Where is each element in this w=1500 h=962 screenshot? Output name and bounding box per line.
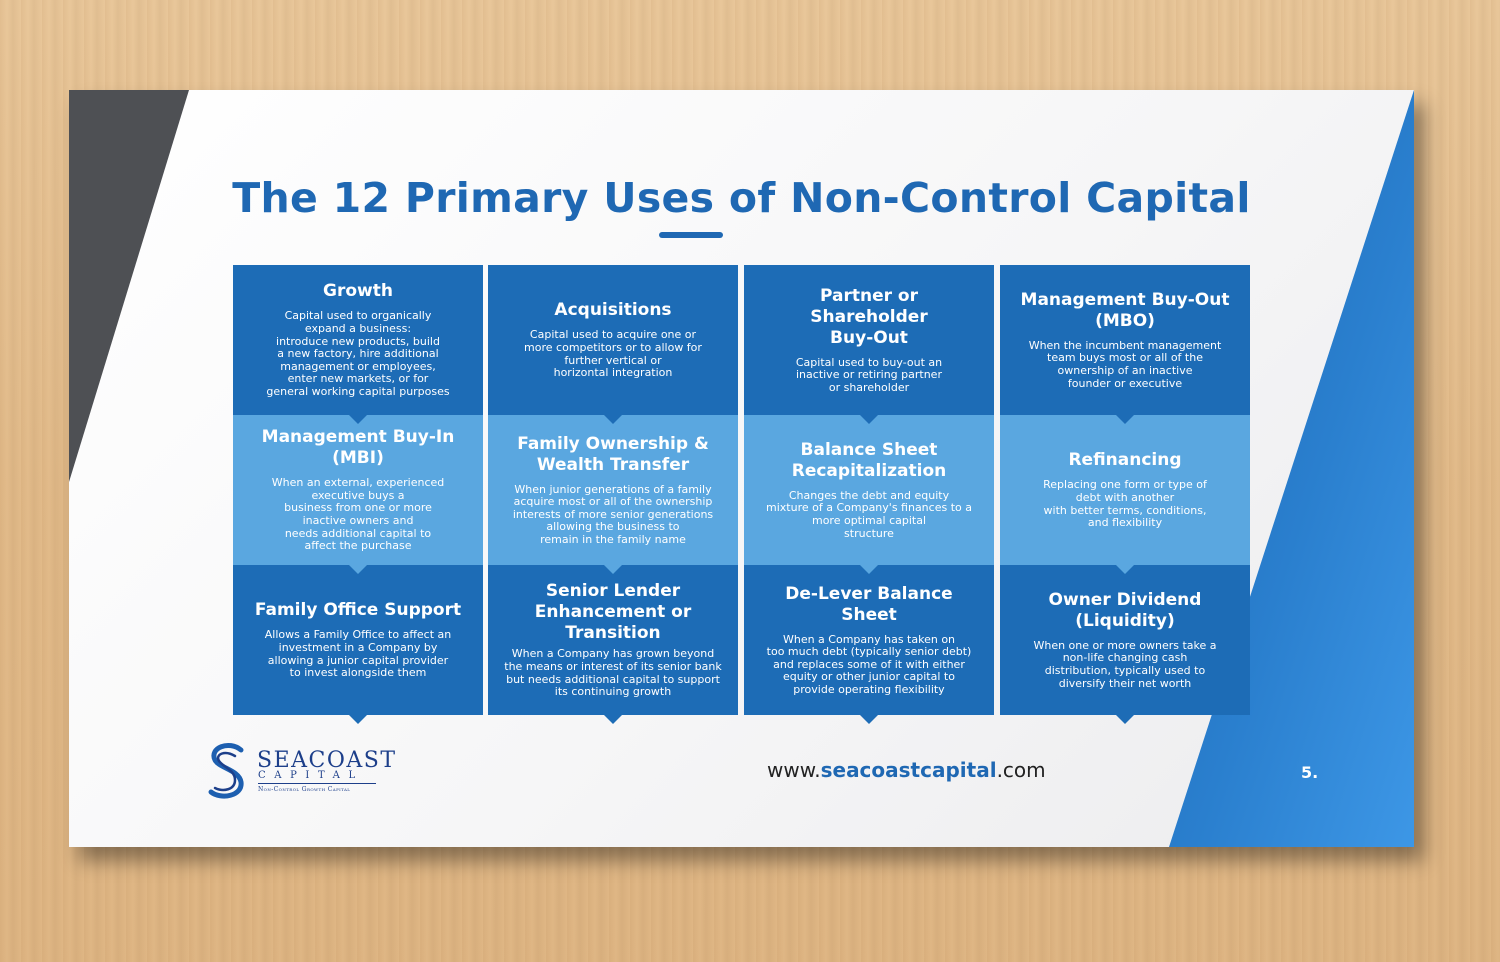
use-card-owner-dividend — [1000, 565, 1250, 715]
card-title: De-Lever Balance Sheet — [785, 583, 953, 625]
logo-rule — [258, 783, 376, 784]
card-title: Acquisitions — [554, 300, 672, 321]
logo-subtitle: CAPITAL — [258, 770, 364, 781]
card-description: Replacing one form or type of debt with another with better terms, conditions, and flexibility — [1043, 478, 1207, 530]
card-title: Owner Dividend (Liquidity) — [1048, 589, 1202, 631]
uses-grid — [233, 265, 1250, 715]
card-description: Capital used to organically expand a business: introduce new products, build a new factory, hire additional management or employees, enter new markets, or for general working capital purposes — [266, 309, 450, 398]
card-description: When one or more owners take a non-life changing cash distribution, typically used to diversify their net worth — [1033, 638, 1217, 690]
card-description: Capital used to buy-out an inactive or retiring partner or shareholder — [795, 355, 943, 394]
use-card-management-buyout — [1000, 265, 1250, 415]
card-title: Family Office Support — [254, 600, 462, 621]
use-card-management-buyin — [233, 415, 483, 565]
use-card-family-office — [233, 565, 483, 715]
card-title: Partner or Shareholder Buy-Out — [810, 285, 928, 348]
company-logo — [205, 742, 397, 802]
card-description: When the incumbent management team buys most or all of the ownership of an inactive founder or executive — [1028, 338, 1222, 390]
card-description: Allows a Family Office to affect an investment in a Company by allowing a junior capital provider to invest alongside them — [264, 628, 452, 680]
website-domain: seacoastcapital — [820, 758, 997, 782]
logo-tagline: Non-Control Growth Capital — [258, 786, 351, 793]
card-description: When a Company has taken on too much debt (typically senior debt) and replaces some of it with either equity or other junior capital to provide operating flexibility — [766, 632, 972, 696]
use-card-senior-lender — [488, 565, 738, 715]
website-prefix: www. — [767, 758, 821, 782]
card-description: When junior generations of a family acquire most or all of the ownership interests of more senior generations allowing the business to remain in the family name — [512, 482, 714, 546]
page-number: 5. — [1301, 763, 1319, 782]
slide-title: The 12 Primary Uses of Non-Control Capital — [232, 174, 1251, 222]
use-card-refinancing — [1000, 415, 1250, 565]
card-description: Changes the debt and equity mixture of a Company's finances to a more optimal capital structure — [766, 488, 972, 540]
use-card-partner-buyout — [744, 265, 994, 415]
card-title: Balance Sheet Recapitalization — [791, 439, 947, 481]
website-suffix: .com — [996, 758, 1046, 782]
card-title: Management Buy-In (MBI) — [261, 427, 455, 469]
logo-name: SEACOAST — [257, 748, 397, 773]
card-title: Senior Lender Enhancement or Transition — [534, 581, 692, 644]
title-underline — [659, 232, 723, 238]
card-description: When a Company has grown beyond the means or interest of its senior bank but needs additional capital to support its continuing growth — [504, 647, 722, 699]
card-description: Capital used to acquire one or more competitors or to allow for further vertical or horizontal integration — [524, 328, 702, 380]
use-card-family-ownership — [488, 415, 738, 565]
seacoast-s-logo-icon — [205, 742, 253, 802]
website-url[interactable] — [767, 758, 1046, 782]
slide — [69, 90, 1414, 847]
card-description: When an external, experienced executive buys a business from one or more inactive owners and needs additional capital to affect the purchase — [271, 476, 445, 553]
use-card-growth — [233, 265, 483, 415]
use-card-recapitalization — [744, 415, 994, 565]
card-title: Management Buy-Out (MBO) — [1020, 289, 1230, 331]
use-card-delever — [744, 565, 994, 715]
card-title: Refinancing — [1068, 450, 1182, 471]
left-gray-band — [69, 90, 189, 482]
card-title: Family Ownership & Wealth Transfer — [517, 433, 709, 475]
use-card-acquisitions — [488, 265, 738, 415]
card-title: Growth — [323, 281, 393, 302]
